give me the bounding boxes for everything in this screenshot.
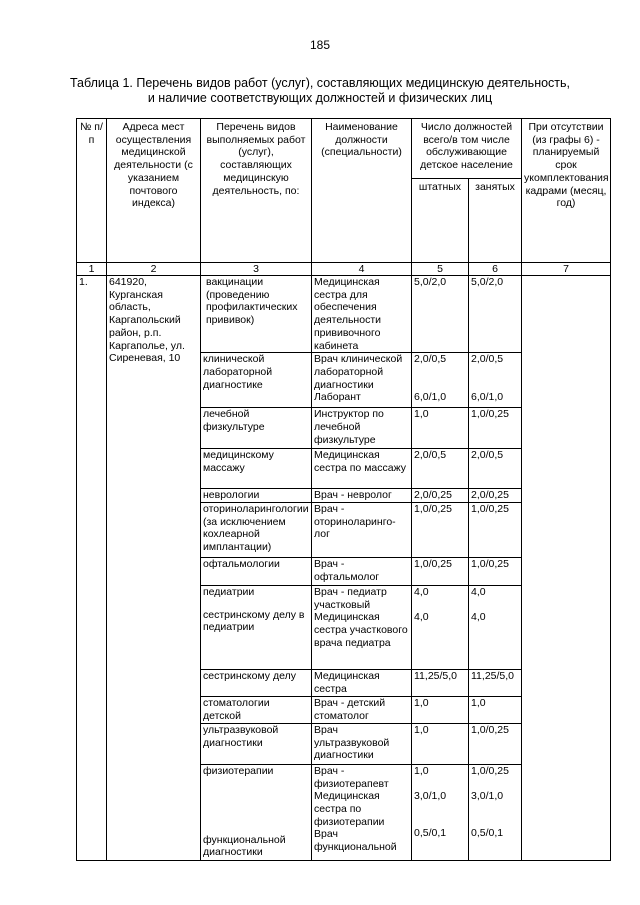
work-cell: вакцинации (проведению профилактических прививок) [201,276,312,353]
col-number: 7 [522,263,611,276]
occupied-value: 6,0/1,0 [471,390,504,403]
occupied-cell: 11,25/5,0 [469,669,522,696]
header-number: № п/п [77,119,107,263]
staff-value: 4,0 [414,585,429,598]
work-cell: стоматологии детской [201,696,312,723]
header-planned-date: При отсутствии (из графы 6) - планируемый срок укомплектования кадрами (месяц, год) [522,119,611,263]
work-cell [201,764,312,860]
page-number: 185 [309,38,331,52]
position-cell: Врач ультразвуковой диагностики [312,723,412,764]
occupied-cell: 1,0 [469,696,522,723]
work-cell [201,585,312,669]
col-number: 4 [312,263,412,276]
staff-cell: 1,0 [412,723,469,764]
occupied-cell [469,585,522,669]
occupied-value: 4,0 [471,610,486,623]
position-cell: Инструктор по лечебной физкультуре [312,408,412,449]
staff-cell: 11,25/5,0 [412,669,469,696]
position-cell: Врач - невролог [312,489,412,503]
position-text: Лаборант [314,391,361,404]
services-table [76,118,611,861]
work-cell: медицинскому массажу [201,449,312,489]
staff-value: 2,0/0,5 [414,353,447,366]
work-cell: клинической лабораторной диагностике [201,353,312,408]
work-cell: сестринскому делу [201,669,312,696]
address-cell: 641920, Курганская область, Каргапольский район, р.п. Каргаполье, ул. Сиреневая, 10 [107,276,201,861]
position-cell [312,353,412,408]
staff-value: 6,0/1,0 [414,390,447,403]
staff-cell: 5,0/2,0 [412,276,469,353]
position-cell: Медицинская сестра по массажу [312,449,412,489]
col-number: 6 [469,263,522,276]
occupied-value: 3,0/1,0 [471,789,504,802]
position-cell: Врач - детский стоматолог [312,696,412,723]
position-text: Врач клинической лабораторной диагностики [314,353,403,391]
staff-value: 0,5/0,1 [414,827,447,840]
staff-cell: 1,0/0,25 [412,502,469,557]
staff-cell: 2,0/0,5 [412,449,469,489]
staff-cell: 1,0 [412,696,469,723]
position-cell: Медицинская сестра для обеспечения деятельности прививочного кабинета [312,276,412,353]
occupied-value: 0,5/0,1 [471,827,504,840]
position-text: Врач - физиотерапевт [314,764,389,790]
work-text: сестринскому делу в педиатрии [203,608,305,634]
occupied-value: 4,0 [471,585,486,598]
header-staff: штатных [412,179,469,263]
staff-cell: 1,0 [412,408,469,449]
header-works: Перечень видов выполняемых работ (услуг), составляющих медицинскую деятельность, по: [201,119,312,263]
position-text: Медицинская сестра по физиотерапии [314,790,385,828]
position-text: Врач функциональной [314,828,397,854]
staff-value: 3,0/1,0 [414,789,447,802]
position-cell [312,585,412,669]
work-cell: офтальмологии [201,557,312,585]
occupied-cell: 2,0/0,25 [469,489,522,503]
staff-value: 1,0 [414,764,429,777]
staff-cell [412,353,469,408]
position-cell: Медицинская сестра [312,669,412,696]
header-position: Наименование должности (специальности) [312,119,412,263]
position-cell: Врач - офтальмолог [312,557,412,585]
col-number: 5 [412,263,469,276]
work-text: физиотерапии [203,764,274,777]
col-number: 1 [77,263,107,276]
staff-cell [412,585,469,669]
occupied-cell: 5,0/2,0 [469,276,522,353]
position-cell: Врач - оториноларинго-лог [312,502,412,557]
header-address: Адреса мест осуществления медицинской деятельности (с указанием почтового индекса) [107,119,201,263]
occupied-cell: 1,0/0,25 [469,557,522,585]
occupied-cell: 1,0/0,25 [469,723,522,764]
occupied-value: 2,0/0,5 [471,353,504,366]
occupied-cell: 2,0/0,5 [469,449,522,489]
header-positions-count: Число должностей всего/в том числе обслуживающие детское население [412,119,522,179]
work-text: педиатрии [203,585,255,598]
col-number: 3 [201,263,312,276]
work-text: функциональной диагностики [203,833,286,859]
table-caption [40,76,600,106]
caption-line-1: Таблица 1. Перечень видов работ (услуг), составляющих медицинскую деятельность, [69,76,571,90]
staff-value: 4,0 [414,610,429,623]
staff-cell: 2,0/0,25 [412,489,469,503]
position-cell [312,764,412,860]
work-cell: ультразвуковой диагностики [201,723,312,764]
header-occupied: занятых [469,179,522,263]
row-number: 1. [77,276,107,861]
occupied-cell [469,353,522,408]
occupied-cell: 1,0/0,25 [469,408,522,449]
position-text: Врач - педиатр участковый [314,585,387,611]
staff-cell: 1,0/0,25 [412,557,469,585]
work-cell: неврологии [201,489,312,503]
col-number: 2 [107,263,201,276]
position-text: Медицинская сестра участкового врача педиатра [314,611,408,649]
work-cell: оториноларингологии (за исключением кохлеарной имплантации) [201,502,312,557]
work-cell: лечебной физкультуре [201,408,312,449]
staff-cell [412,764,469,860]
table-row [77,276,611,353]
caption-line-2: и наличие соответствующих должностей и физических лиц [147,91,493,105]
occupied-value: 1,0/0,25 [471,764,509,777]
occupied-cell [469,764,522,860]
occupied-cell: 1,0/0,25 [469,502,522,557]
planned-date-cell [522,276,611,861]
